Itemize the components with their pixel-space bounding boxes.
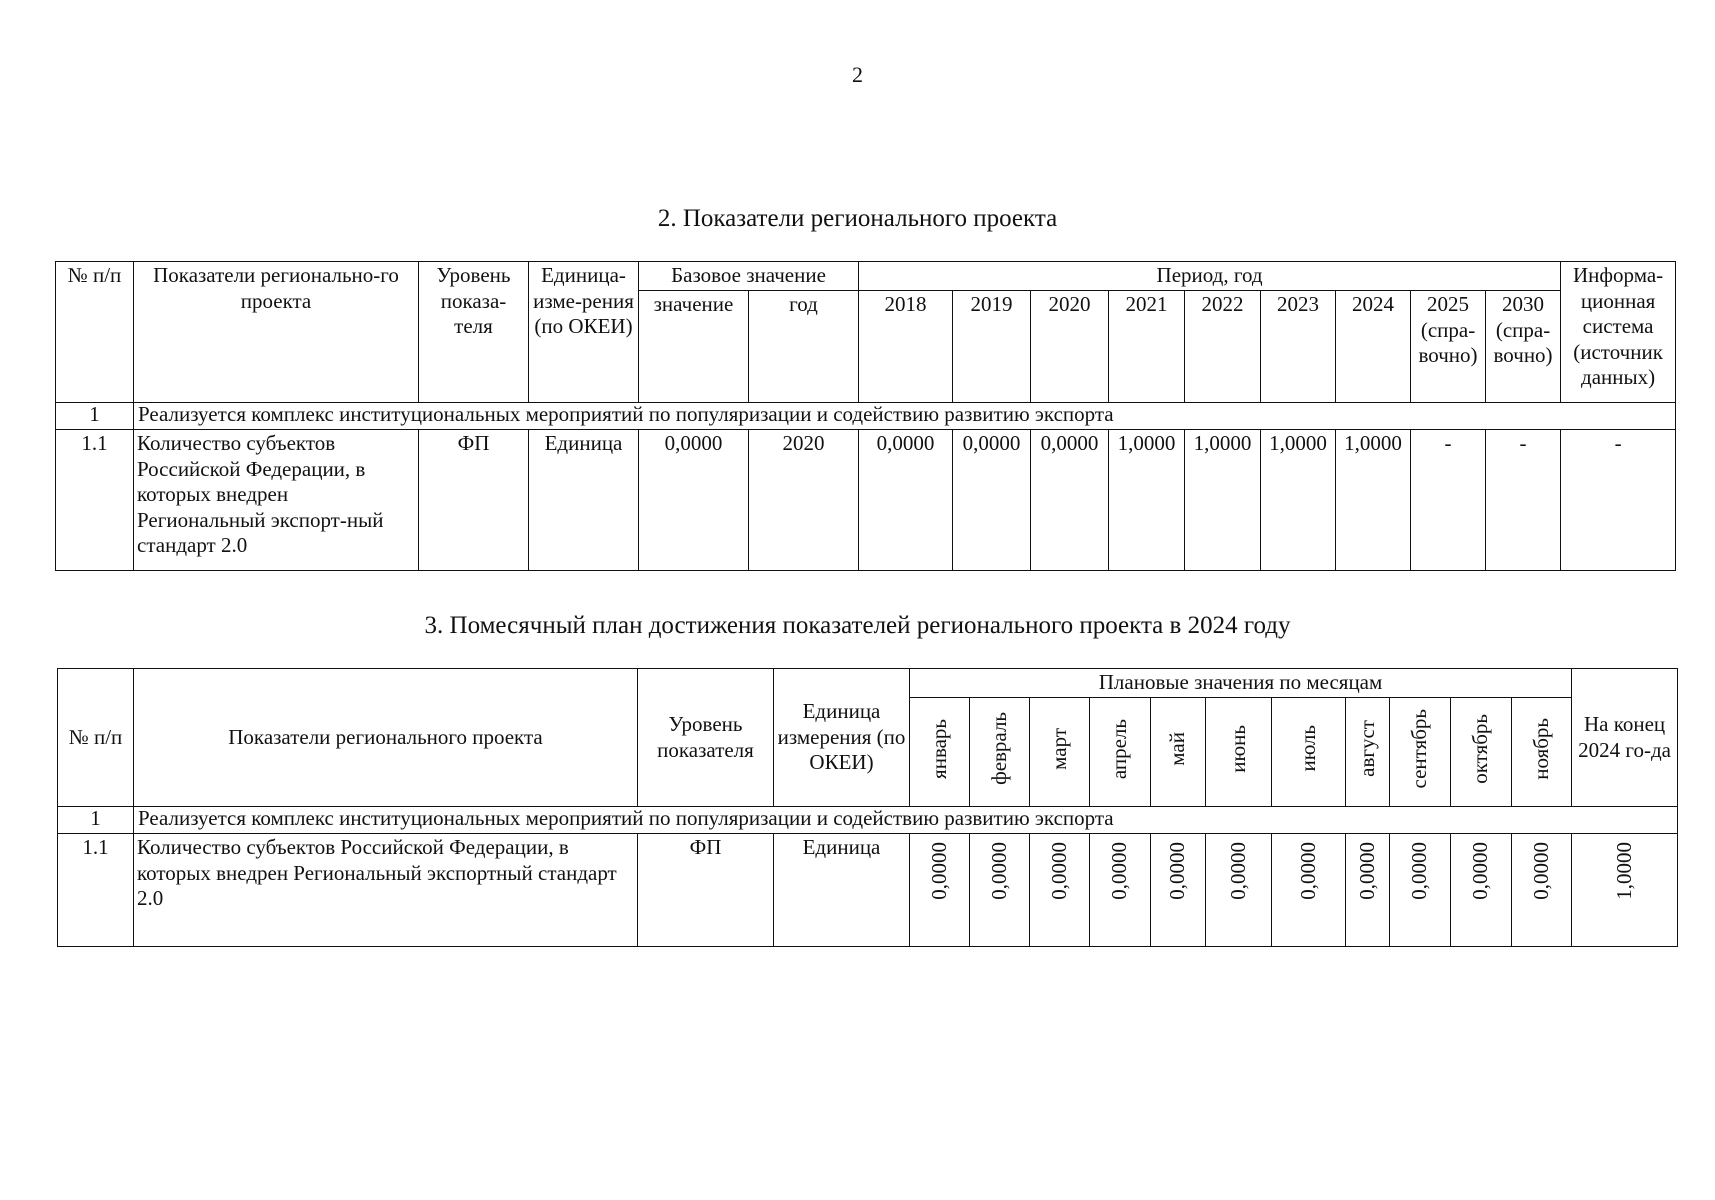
month-value: 0,0000	[1272, 834, 1346, 947]
month-header: март	[1030, 698, 1090, 807]
col-info-header: Информа-ционная система (источник данных)	[1561, 262, 1676, 403]
month-header: август	[1346, 698, 1390, 807]
section-row-num: 1	[56, 403, 134, 430]
year-value: 1,0000	[1261, 430, 1336, 571]
col-num-header: № п/п	[58, 669, 134, 807]
month-value: 0,0000	[1090, 834, 1151, 947]
row-unit: Единица	[529, 430, 639, 571]
section-row-text: Реализуется комплекс институциональных мероприятий по популяризации и содействию развитию экспорта	[134, 807, 1678, 834]
month-header: октябрь	[1451, 698, 1512, 807]
row-num: 1.1	[56, 430, 134, 571]
year-value: 1,0000	[1336, 430, 1411, 571]
year-value: -	[1411, 430, 1486, 571]
month-value: 0,0000	[1390, 834, 1451, 947]
year-header: 2020	[1031, 291, 1109, 403]
col-indicator-header: Показатели регионально-го проекта	[134, 262, 419, 403]
row-level: ФП	[638, 834, 774, 947]
section-row-text: Реализуется комплекс институциональных мероприятий по популяризации и содействию развитию экспорта	[134, 403, 1676, 430]
month-value: 0,0000	[1206, 834, 1272, 947]
month-header: июнь	[1206, 698, 1272, 807]
month-value: 0,0000	[1451, 834, 1512, 947]
row-indicator: Количество субъектов Российской Федерации, в которых внедрен Региональный экспортный стандарт 2.0	[134, 834, 638, 947]
col-unit-header: Единица измерения (по ОКЕИ)	[774, 669, 910, 807]
month-header: сентябрь	[1390, 698, 1451, 807]
year-header: 2030 (спра-вочно)	[1486, 291, 1561, 403]
month-value: 0,0000	[1030, 834, 1090, 947]
col-level-header: Уровень показателя	[638, 669, 774, 807]
month-header: июль	[1272, 698, 1346, 807]
indicators-table	[55, 261, 1676, 571]
month-value: 0,0000	[1151, 834, 1206, 947]
month-value: 0,0000	[910, 834, 970, 947]
col-period-header: Период, год	[859, 262, 1561, 291]
month-value: 0,0000	[970, 834, 1030, 947]
month-header: апрель	[1090, 698, 1151, 807]
col-end-header: На конец 2024 го-да	[1572, 669, 1678, 807]
col-unit-header: Единица-изме-рения (по ОКЕИ)	[529, 262, 639, 403]
year-value: -	[1486, 430, 1561, 571]
section-2-title: 2. Показатели регионального проекта	[657, 205, 1058, 232]
monthly-plan-table	[57, 668, 1678, 947]
col-num-header: № п/п	[56, 262, 134, 403]
year-header: 2018	[859, 291, 953, 403]
year-header: 2024	[1336, 291, 1411, 403]
col-base-value-header: значение	[639, 291, 749, 403]
month-header: ноябрь	[1512, 698, 1572, 807]
end-value: 1,0000	[1572, 834, 1678, 947]
year-header: 2023	[1261, 291, 1336, 403]
section-row-num: 1	[58, 807, 134, 834]
section-3-title: 3. Помесячный план достижения показателей регионального проекта в 2024 году	[424, 612, 1291, 639]
col-base-year-header: год	[749, 291, 859, 403]
row-num: 1.1	[58, 834, 134, 947]
year-header: 2022	[1185, 291, 1261, 403]
page-number: 2	[852, 62, 863, 87]
year-header: 2021	[1109, 291, 1185, 403]
month-value: 0,0000	[1512, 834, 1572, 947]
month-header: май	[1151, 698, 1206, 807]
year-value: 0,0000	[1031, 430, 1109, 571]
col-base-header: Базовое значение	[639, 262, 859, 291]
month-value: 0,0000	[1346, 834, 1390, 947]
col-monthly-header: Плановые значения по месяцам	[910, 669, 1572, 698]
row-base-year: 2020	[749, 430, 859, 571]
year-value: 1,0000	[1185, 430, 1261, 571]
month-header: январь	[910, 698, 970, 807]
row-level: ФП	[419, 430, 529, 571]
year-value: 0,0000	[953, 430, 1031, 571]
col-level-header: Уровень показа-теля	[419, 262, 529, 403]
row-unit: Единица	[774, 834, 910, 947]
col-indicator-header: Показатели регионального проекта	[134, 669, 638, 807]
row-base-value: 0,0000	[639, 430, 749, 571]
year-header: 2025 (спра-вочно)	[1411, 291, 1486, 403]
year-value: 1,0000	[1109, 430, 1185, 571]
month-header: февраль	[970, 698, 1030, 807]
year-header: 2019	[953, 291, 1031, 403]
year-value: 0,0000	[859, 430, 953, 571]
row-indicator: Количество субъектов Российской Федерации, в которых внедрен Региональный экспорт-ный стандарт 2.0	[134, 430, 419, 571]
row-info: -	[1561, 430, 1676, 571]
